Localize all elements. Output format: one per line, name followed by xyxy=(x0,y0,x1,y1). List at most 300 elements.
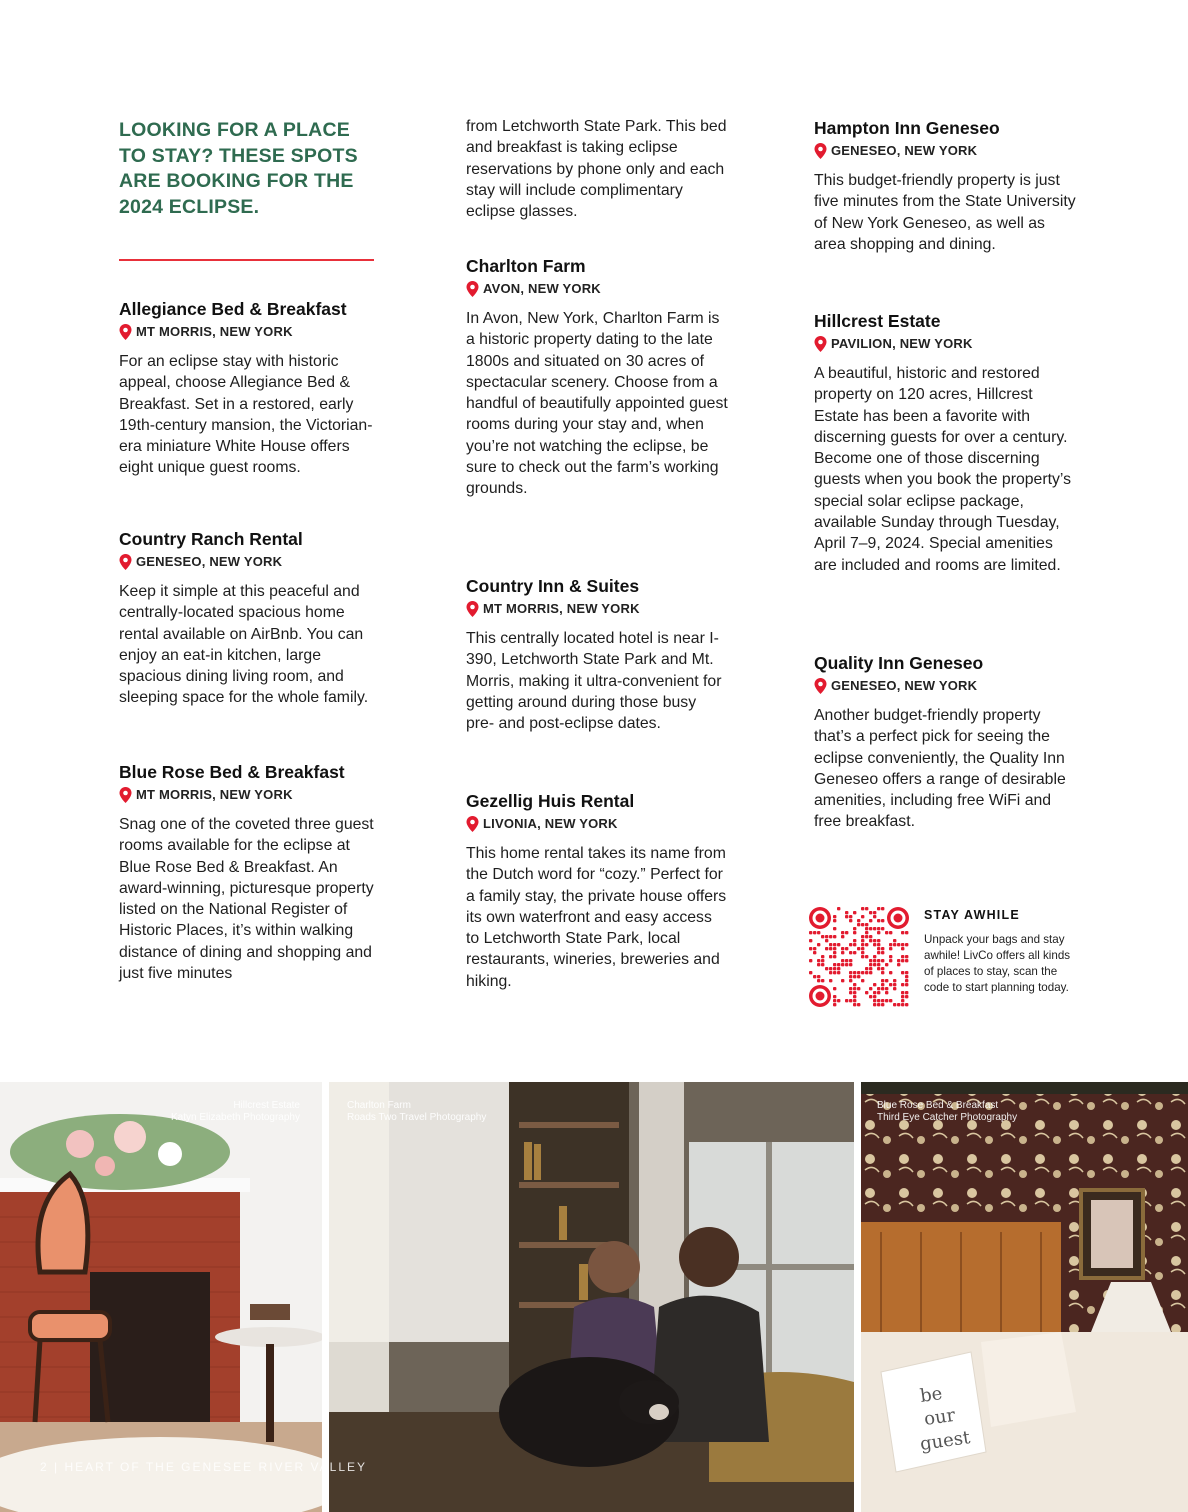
qr-module xyxy=(877,919,880,922)
svg-text:our: our xyxy=(922,1404,957,1430)
qr-module xyxy=(873,927,876,930)
qr-module xyxy=(905,995,908,998)
qr-module xyxy=(861,951,864,954)
qr-module xyxy=(861,939,864,942)
qr-module xyxy=(873,943,876,946)
page-number: 2 xyxy=(40,1460,49,1474)
qr-module xyxy=(869,911,872,914)
qr-module xyxy=(809,947,812,950)
qr-module xyxy=(833,955,836,958)
qr-module xyxy=(889,959,892,962)
qr-module xyxy=(865,907,868,910)
qr-module xyxy=(841,947,844,950)
map-pin-icon xyxy=(814,143,827,159)
qr-module xyxy=(849,915,852,918)
qr-module xyxy=(809,959,812,962)
credit-photographer: Third Eye Catcher Photography xyxy=(877,1112,1018,1123)
qr-module xyxy=(881,951,884,954)
location-label: GENESEO, NEW YORK xyxy=(136,554,283,569)
qr-module xyxy=(869,959,872,962)
map-pin-icon xyxy=(119,554,132,570)
qr-module xyxy=(845,999,848,1002)
svg-text:be: be xyxy=(918,1383,944,1407)
qr-module xyxy=(813,975,816,978)
listing-country-inn xyxy=(466,575,728,734)
qr-module xyxy=(873,955,876,958)
qr-module xyxy=(833,967,836,970)
qr-module xyxy=(817,959,820,962)
qr-module xyxy=(821,979,824,982)
qr-module xyxy=(881,971,884,974)
qr-module xyxy=(873,911,876,914)
qr-module xyxy=(861,935,864,938)
listing-country-ranch xyxy=(119,528,381,709)
qr-module xyxy=(813,931,816,934)
qr-module xyxy=(873,983,876,986)
qr-module xyxy=(865,971,868,974)
listing-quality-inn xyxy=(814,652,1076,833)
qr-module xyxy=(837,907,840,910)
qr-module xyxy=(829,943,832,946)
qr-module xyxy=(853,971,856,974)
qr-code[interactable] xyxy=(808,906,910,1008)
qr-module xyxy=(853,943,856,946)
qr-module xyxy=(893,1003,896,1006)
qr-module xyxy=(905,955,908,958)
qr-module xyxy=(905,1003,908,1006)
qr-module xyxy=(885,931,888,934)
qr-module xyxy=(901,999,904,1002)
fireplace-photo-illustration xyxy=(0,1082,322,1512)
qr-module xyxy=(857,987,860,990)
qr-module xyxy=(869,935,872,938)
qr-module xyxy=(857,923,860,926)
qr-module xyxy=(877,931,880,934)
qr-module xyxy=(845,931,848,934)
qr-module xyxy=(905,991,908,994)
qr-module xyxy=(833,971,836,974)
qr-module xyxy=(881,1003,884,1006)
qr-module xyxy=(865,955,868,958)
listing-title: Charlton Farm xyxy=(466,256,586,276)
qr-module xyxy=(893,987,896,990)
qr-module xyxy=(881,919,884,922)
qr-module xyxy=(817,943,820,946)
qr-module xyxy=(829,935,832,938)
qr-module xyxy=(881,987,884,990)
qr-module xyxy=(857,975,860,978)
qr-module xyxy=(849,959,852,962)
qr-module xyxy=(889,999,892,1002)
qr-module xyxy=(873,991,876,994)
qr-module xyxy=(825,967,828,970)
qr-module xyxy=(901,955,904,958)
qr-module xyxy=(873,959,876,962)
listing-location xyxy=(814,677,1076,695)
credit-place: Blue Rose Bed & Breakfast xyxy=(877,1100,999,1111)
qr-module xyxy=(829,979,832,982)
qr-module xyxy=(865,967,868,970)
qr-module xyxy=(833,915,836,918)
credit-place: Hillcrest Estate xyxy=(233,1100,300,1111)
qr-module xyxy=(857,919,860,922)
qr-module xyxy=(833,995,836,998)
qr-module xyxy=(841,951,844,954)
qr-module xyxy=(901,995,904,998)
qr-module xyxy=(869,987,872,990)
qr-module xyxy=(845,963,848,966)
qr-module xyxy=(889,955,892,958)
qr-module xyxy=(853,951,856,954)
qr-module xyxy=(877,987,880,990)
listing-description: This home rental takes its name from the Dutch word for “cozy.” Perfect for a family stay, the private house offers its own waterfront and easy access to Letchworth State Park, local restaurants, wineries, breweries and hiking. xyxy=(466,845,727,990)
qr-module xyxy=(817,963,820,966)
stay-awhile-callout xyxy=(808,906,1078,1016)
listing-description: Another budget-friendly property that’s a perfect pick for seeing the eclipse conveniently, the Quality Inn Geneseo offers a range of desirable amenities, including free WiFi and free breakfast. xyxy=(814,707,1066,831)
qr-module xyxy=(905,931,908,934)
qr-module xyxy=(861,915,864,918)
qr-module xyxy=(849,951,852,954)
qr-module xyxy=(877,907,880,910)
qr-module xyxy=(885,991,888,994)
qr-module xyxy=(829,967,832,970)
publication-title: HEART OF THE GENESEE RIVER VALLEY xyxy=(64,1460,368,1474)
map-pin-icon xyxy=(814,678,827,694)
qr-module xyxy=(889,943,892,946)
page-footer xyxy=(40,1460,367,1474)
qr-module xyxy=(897,943,900,946)
qr-module xyxy=(897,959,900,962)
credit-photographer: Roads Two Travel Photography xyxy=(347,1112,487,1123)
qr-module xyxy=(869,971,872,974)
qr-module xyxy=(865,931,868,934)
listing-title: Hampton Inn Geneseo xyxy=(814,118,1000,138)
photo-credit xyxy=(171,1100,300,1124)
qr-module xyxy=(853,975,856,978)
qr-module xyxy=(853,939,856,942)
qr-module xyxy=(877,951,880,954)
qr-module xyxy=(857,1003,860,1006)
qr-module xyxy=(833,987,836,990)
qr-module xyxy=(881,979,884,982)
qr-module xyxy=(841,935,844,938)
qr-module xyxy=(813,951,816,954)
listing-title: Country Ranch Rental xyxy=(119,529,303,549)
qr-module xyxy=(881,927,884,930)
qr-module xyxy=(817,931,820,934)
qr-module xyxy=(809,971,812,974)
qr-module xyxy=(853,991,856,994)
listing-location xyxy=(814,335,1076,353)
qr-module xyxy=(877,927,880,930)
photo-credit xyxy=(347,1100,486,1124)
listing-gezellig-huis xyxy=(466,790,728,992)
location-label: MT MORRIS, NEW YORK xyxy=(483,601,640,616)
qr-module xyxy=(877,991,880,994)
qr-module xyxy=(901,991,904,994)
listing-allegiance xyxy=(119,298,381,479)
qr-module xyxy=(897,963,900,966)
qr-module xyxy=(873,939,876,942)
qr-module xyxy=(857,971,860,974)
qr-module xyxy=(873,915,876,918)
qr-module xyxy=(837,999,840,1002)
qr-module xyxy=(853,911,856,914)
qr-module xyxy=(825,947,828,950)
qr-module xyxy=(881,907,884,910)
qr-module xyxy=(845,915,848,918)
listing-location xyxy=(119,786,381,804)
listing-description: In Avon, New York, Charlton Farm is a historic property dating to the late 1800s and situated on 30 acres of spectacular scenery. Choose from a handful of beautifully appointed guest rooms during your stay and, when you’re not watching the eclipse, be sure to check out the farm’s working grounds. xyxy=(466,310,728,498)
qr-module xyxy=(833,943,836,946)
qr-module xyxy=(873,999,876,1002)
listing-title: Allegiance Bed & Breakfast xyxy=(119,299,347,319)
map-pin-icon xyxy=(466,601,479,617)
qr-module xyxy=(857,947,860,950)
listing-description: For an eclipse stay with historic appeal, choose Allegiance Bed & Breakfast. Set in a restored, early 19th-century mansion, the Victorian-era miniature White House offers eight unique guest rooms. xyxy=(119,353,373,477)
qr-module xyxy=(881,999,884,1002)
qr-module xyxy=(865,927,868,930)
qr-module xyxy=(821,959,824,962)
listing-charlton-farm xyxy=(466,255,728,500)
qr-module xyxy=(861,947,864,950)
qr-module xyxy=(881,983,884,986)
qr-module xyxy=(905,983,908,986)
qr-module xyxy=(837,967,840,970)
qr-module xyxy=(893,979,896,982)
qr-module xyxy=(837,971,840,974)
location-label: MT MORRIS, NEW YORK xyxy=(136,787,293,802)
listing-hillcrest-estate xyxy=(814,310,1076,576)
listing-location xyxy=(119,323,381,341)
qr-module xyxy=(889,971,892,974)
location-label: LIVONIA, NEW YORK xyxy=(483,816,618,831)
qr-module xyxy=(865,923,868,926)
qr-module xyxy=(849,999,852,1002)
qr-module xyxy=(829,955,832,958)
qr-module xyxy=(833,963,836,966)
listing-location xyxy=(466,600,728,618)
qr-module xyxy=(877,939,880,942)
qr-module xyxy=(865,943,868,946)
qr-module xyxy=(861,923,864,926)
qr-module xyxy=(817,975,820,978)
qr-module xyxy=(833,999,836,1002)
listing-description: Snag one of the coveted three guest rooms available for the eclipse at Blue Rose Bed & Breakfast. An award-winning, picturesque property listed on the National Register of Historic Places, it’s within walking distance of dining and shopping and just five minutes xyxy=(119,816,374,983)
qr-module xyxy=(809,939,812,942)
qr-module xyxy=(849,963,852,966)
photo-blue-rose xyxy=(861,1082,1188,1512)
qr-module xyxy=(841,959,844,962)
photo-charlton-farm xyxy=(329,1082,854,1512)
photo-hillcrest-estate xyxy=(0,1082,322,1512)
map-pin-icon xyxy=(466,816,479,832)
qr-module xyxy=(833,947,836,950)
listing-description: This centrally located hotel is near I-390, Letchworth State Park and Mt. Morris, making it ultra-convenient for getting around during those busy pre- and post-eclipse dates. xyxy=(466,630,722,733)
qr-module xyxy=(833,927,836,930)
listing-location xyxy=(119,553,381,571)
qr-module xyxy=(901,1003,904,1006)
qr-module xyxy=(877,943,880,946)
qr-module xyxy=(829,947,832,950)
qr-module xyxy=(897,1003,900,1006)
qr-module xyxy=(821,935,824,938)
map-pin-icon xyxy=(814,336,827,352)
qr-module xyxy=(881,959,884,962)
qr-module xyxy=(809,931,812,934)
credit-photographer: Katyn Elizabeth Photography xyxy=(171,1112,300,1123)
qr-module xyxy=(873,995,876,998)
qr-module xyxy=(849,971,852,974)
svg-text:guest: guest xyxy=(918,1427,972,1455)
listing-description: This budget-friendly property is just five minutes from the State University of New York Geneseo, as well as area shopping and dining. xyxy=(814,172,1076,253)
listing-blue-rose xyxy=(119,761,381,984)
qr-module xyxy=(853,983,856,986)
listing-location xyxy=(466,280,728,298)
qr-module xyxy=(869,919,872,922)
qr-module xyxy=(877,999,880,1002)
listing-location xyxy=(814,142,1076,160)
qr-module xyxy=(865,991,868,994)
qr-module xyxy=(869,939,872,942)
location-label: PAVILION, NEW YORK xyxy=(831,336,973,351)
qr-module xyxy=(849,991,852,994)
qr-module xyxy=(889,947,892,950)
qr-module xyxy=(869,967,872,970)
location-label: GENESEO, NEW YORK xyxy=(831,678,978,693)
listing-location xyxy=(466,815,728,833)
qr-module xyxy=(861,955,864,958)
qr-module xyxy=(885,987,888,990)
listing-title: Country Inn & Suites xyxy=(466,576,640,596)
qr-module xyxy=(869,963,872,966)
qr-module xyxy=(845,959,848,962)
location-label: MT MORRIS, NEW YORK xyxy=(136,324,293,339)
qr-module xyxy=(841,963,844,966)
qr-module xyxy=(869,995,872,998)
qr-module xyxy=(873,1003,876,1006)
callout-text: Unpack your bags and stay awhile! LivCo offers all kinds of places to stay, scan the code to start planning today. xyxy=(924,933,1071,994)
qr-module xyxy=(869,927,872,930)
qr-module xyxy=(905,975,908,978)
qr-module xyxy=(877,1003,880,1006)
footer-separator: | xyxy=(54,1460,65,1474)
qr-module xyxy=(873,963,876,966)
qr-module xyxy=(905,971,908,974)
qr-module xyxy=(853,1003,856,1006)
qr-module xyxy=(849,987,852,990)
map-pin-icon xyxy=(119,787,132,803)
qr-module xyxy=(865,935,868,938)
qr-module xyxy=(905,943,908,946)
qr-module xyxy=(821,963,824,966)
qr-module xyxy=(853,931,856,934)
listing-title: Hillcrest Estate xyxy=(814,311,941,331)
qr-module xyxy=(833,919,836,922)
map-pin-icon xyxy=(119,324,132,340)
qr-module xyxy=(901,931,904,934)
qr-module xyxy=(825,939,828,942)
qr-module xyxy=(877,963,880,966)
qr-module xyxy=(853,999,856,1002)
qr-module xyxy=(901,971,904,974)
qr-module xyxy=(813,947,816,950)
qr-module xyxy=(845,911,848,914)
qr-module xyxy=(877,959,880,962)
qr-module xyxy=(861,943,864,946)
listing-description: A beautiful, historic and restored property on 120 acres, Hillcrest Estate has been a favorite with discerning guests for over a century. Become one of those discerning guests when you book the property’s special solar eclipse package, available Sunday through Tuesday, April 7–9, 2024. Special amenities are included and rooms are limited. xyxy=(814,365,1072,574)
qr-module xyxy=(861,907,864,910)
qr-module xyxy=(849,943,852,946)
qr-module xyxy=(861,979,864,982)
qr-module xyxy=(833,935,836,938)
qr-module xyxy=(817,979,820,982)
qr-module xyxy=(853,987,856,990)
page-headline: LOOKING FOR A PLACE TO STAY? THESE SPOTS ARE BOOKING FOR THE 2024 ECLIPSE. xyxy=(119,119,358,218)
qr-module xyxy=(845,947,848,950)
qr-module xyxy=(877,947,880,950)
map-pin-icon xyxy=(466,281,479,297)
headline-divider xyxy=(119,259,374,261)
callout-title: STAY AWHILE xyxy=(924,908,1020,922)
listing-title: Blue Rose Bed & Breakfast xyxy=(119,762,345,782)
listing-title: Gezellig Huis Rental xyxy=(466,791,635,811)
qr-module xyxy=(901,943,904,946)
qr-module xyxy=(877,967,880,970)
qr-module xyxy=(881,967,884,970)
qr-module xyxy=(821,955,824,958)
qr-module xyxy=(885,979,888,982)
qr-module xyxy=(905,979,908,982)
qr-module xyxy=(825,935,828,938)
qr-module xyxy=(837,963,840,966)
qr-module xyxy=(841,931,844,934)
qr-module xyxy=(893,983,896,986)
continued-text: from Letchworth State Park. This bed and breakfast is taking eclipse reservations by phone only and each stay will include complimentary eclipse glasses. xyxy=(466,118,727,221)
qr-module xyxy=(829,971,832,974)
listing-title: Quality Inn Geneseo xyxy=(814,653,984,673)
qr-module xyxy=(849,975,852,978)
qr-module xyxy=(849,979,852,982)
qr-module xyxy=(885,963,888,966)
qr-module xyxy=(849,919,852,922)
listing-hampton-inn xyxy=(814,117,1076,255)
qr-module xyxy=(881,947,884,950)
qr-module xyxy=(893,939,896,942)
qr-module xyxy=(889,983,892,986)
qr-module xyxy=(901,947,904,950)
listing-description: Keep it simple at this peaceful and centrally-located spacious home rental available on AirBnb. You can enjoy an eat-in kitchen, large spacious dining living room, and sleeping space for the whole family. xyxy=(119,583,369,707)
qr-module xyxy=(905,959,908,962)
qr-module xyxy=(861,971,864,974)
living-room-photo-illustration xyxy=(329,1082,854,1512)
location-label: GENESEO, NEW YORK xyxy=(831,143,978,158)
credit-place: Charlton Farm xyxy=(347,1100,411,1111)
qr-module xyxy=(889,931,892,934)
bedroom-photo-illustration xyxy=(861,1082,1188,1512)
location-label: AVON, NEW YORK xyxy=(483,281,601,296)
photo-credit xyxy=(877,1100,1017,1124)
qr-module xyxy=(901,983,904,986)
qr-module xyxy=(893,943,896,946)
qr-module xyxy=(853,927,856,930)
qr-module xyxy=(833,951,836,954)
qr-module xyxy=(841,979,844,982)
qr-module xyxy=(833,1003,836,1006)
qr-module xyxy=(885,999,888,1002)
qr-module xyxy=(901,959,904,962)
qr-module xyxy=(853,995,856,998)
